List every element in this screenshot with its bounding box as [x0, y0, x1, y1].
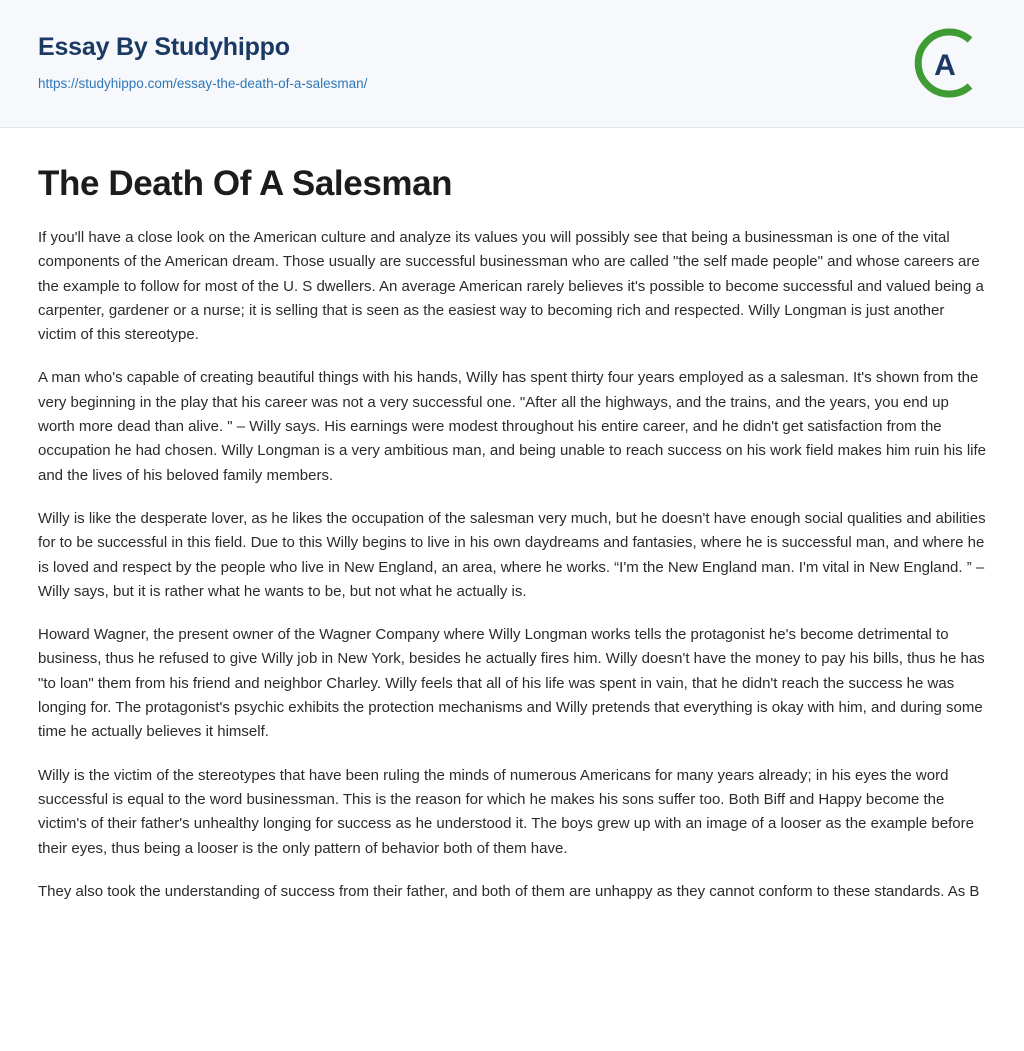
site-brand — [38, 34, 986, 62]
brand-name: Studyhippo — [154, 33, 290, 61]
paragraph: Howard Wagner, the present owner of the Wagner Company where Willy Longman works tells the protagonist he's become detrimental to business, thus he refused to give Willy job in New York, besides he actually fires him. Willy doesn't have the money to pay his bills, thus he has "to loan" them from his friend and neighbor Charley. Willy feels that all of his life was spent in vain, that he didn't reach the success he was longing for. The protagonist's psychic exhibits the protection mechanisms and Willy pretends that everything is okay with him, and during some time he actually believes it himself. — [38, 626, 985, 741]
paragraph: Willy is the victim of the stereotypes that have been ruling the minds of numerous Americans for many years already; in his eyes the word successful is equal to the word businessman. This is the reason for which he makes his sons suffer too. Both Biff and Happy become the victim's of their father's unhealthy longing for success as he understood it. The boys grew up with an image of a looser as the example before their eyes, thus being a looser is the only pattern of behavior both of them have. — [38, 766, 974, 857]
paragraph: They also took the understanding of success from their father, and both of them are unhappy as they cannot conform to these standards. As B — [38, 882, 980, 900]
brand-prefix: Essay By — [38, 33, 155, 61]
document-body — [0, 128, 1024, 944]
source-url-link[interactable]: https://studyhippo.com/essay-the-death-of-a-salesman/ — [38, 75, 368, 91]
paragraph: If you'll have a close look on the American culture and analyze its values you will possibly see that being a businessman is one of the vital components of the American dream. Those usually are successful businessman who are called "the self made people" and whose careers are the example to follow for most of the U. S dwellers. An average American rarely believes it's possible to become successful and valued being a carpenter, gardener or a nurse; it is selling that is seen as the easiest way to becoming rich and respected. Willy Longman is just another victim of this stereotype. — [38, 229, 984, 344]
paragraph: A man who's capable of creating beautiful things with his hands, Willy has spent thirty four years employed as a salesman. It's shown from the very beginning in the play that his career was not a very successful one. "After all the highways, and the trains, and the years, you end up worth more dead than alive. " – Willy says. His earnings were modest throughout his entire career, and he didn't get satisfaction from the occupation he had chosen. Willy Longman is a very ambitious man, and being unable to reach success on his work field makes him ruin his life and the lives of his beloved family members. — [38, 369, 986, 484]
page-title: The Death Of A Salesman — [38, 164, 453, 203]
page-header — [0, 0, 1024, 128]
svg-text:A: A — [934, 49, 956, 82]
paragraph: Willy is like the desperate lover, as he likes the occupation of the salesman very much, but he doesn't have enough social qualities and abilities for to be successful in this field. Due to this Willy begins to live in his own daydreams and fantasies, where he is successful man, and where he is loved and respect by the people who live in New England, an area, where he works. “I'm the New England man. I'm vital in New England. ” – Willy says, but it is rather what he wants to be, but not what he actually is. — [38, 509, 986, 600]
studyhippo-logo-icon — [908, 26, 982, 100]
